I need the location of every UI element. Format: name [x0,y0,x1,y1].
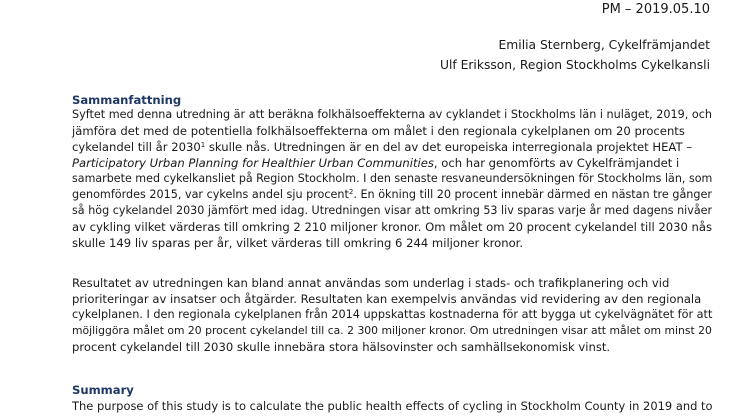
text-segment: skulle nås. Utredningen är en del av det europeiska interregionala projektet HEAT – [205,140,693,154]
author-line: Emilia Sternberg, Cykelfrämjandet [498,38,710,52]
text-line: The purpose of this study is to calculate the public health effects of cycling in Stockholm County in 2019 and to [72,399,713,413]
text-line: samarbete med cykelkansliet på Region Stockholm. I den senaste resvaneundersökningen för Stockholms län, som [72,172,713,185]
author-line: Ulf Eriksson, Region Stockholms Cykelkansli [439,57,710,72]
text-segment: genomfördes 2015, var cykelns andel sju procent [72,188,349,201]
document-date: PM – 2019.05.10 [601,2,710,17]
summary-heading: Summary [72,383,134,397]
text-line [72,187,712,203]
project-title: Participatory Urban Planning for Healthier Urban Communities [72,156,434,170]
text-line: möjliggöra målet om 20 procent cykelandel till ca. 2 300 miljoner kronor. Om utredningen visar att målet om minst 20 [72,324,712,337]
text-segment: cykelandel till år 2030 [72,140,201,154]
authors-block [440,36,710,75]
text-line: prioriteringar av insatser och åtgärder. Resultaten kan exempelvis användas vid revidering av den regionala [72,292,702,306]
text-line: av cykling vilket värderas till omkring 2 210 miljoner kronor. Om målet om 20 procent cykelandel till 2030 nås [72,220,713,234]
text-line: cykelplanen. I den regionala cykelplanen från 2014 uppskattas kostnaderna för att bygga ut cykelvägnätet för att [72,308,713,321]
footnote-ref: 2 [348,188,354,196]
text-line [72,139,692,155]
text-line: Resultatet av utredningen kan bland annat användas som underlag i stads- och trafikplanering och vid [72,276,670,290]
sammanfattning-heading: Sammanfattning [72,93,182,107]
text-line: Syftet med denna utredning är att beräkna folkhälsoeffekterna av cyklandet i Stockholms län i nuläget, 2019, och [72,108,712,121]
footnote-ref: 1 [200,141,206,149]
text-line [72,155,679,171]
text-line: skulle 149 liv sparas per år, vilket värderas till omkring 6 244 miljoner kronor. [72,236,524,250]
text-line: procent cykelandel till 2030 skulle innebära stora hälsovinster och samhällsekonomisk vinst. [72,340,611,354]
text-line: så hög cykelandel 2030 jämfört med idag. Utredningen visar att omkring 53 liv sparas varje år med dagens nivåer [72,204,713,217]
text-line: jämföra det med de potentiella folkhälsoeffekterna om målet i den regionala cykelplanen om 20 procents [72,124,685,138]
text-segment: . En ökning till 20 procent innebär därmed en nästan tre gånger [353,188,712,201]
text-segment: , och har genomförts av Cykelfrämjandet i [433,156,680,170]
